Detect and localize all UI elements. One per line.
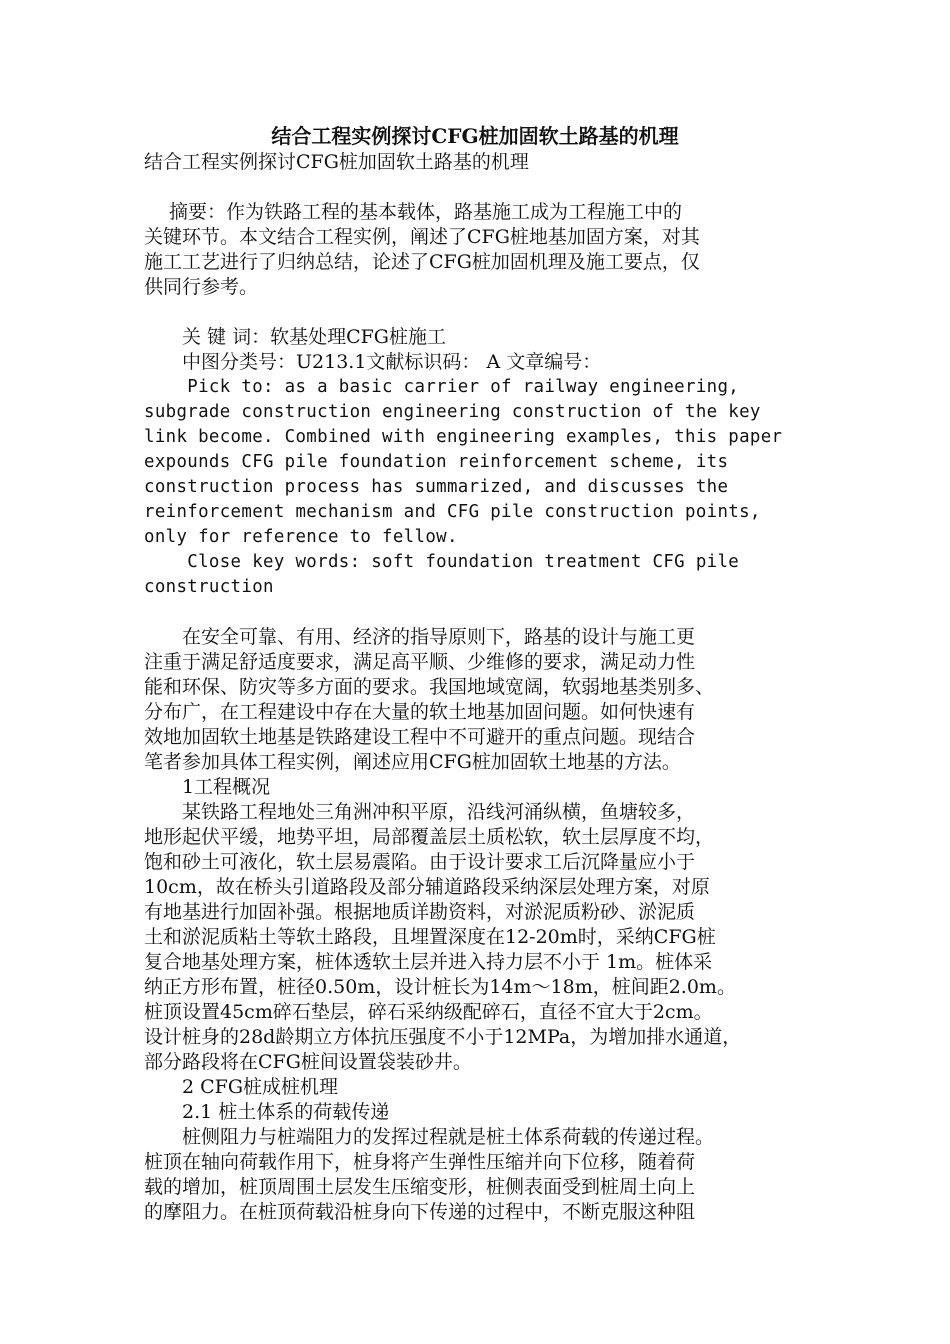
keywords-line: 关 键 词：软基处理CFG桩施工 [144,326,446,348]
text-line: 设计桩身的28d龄期立方体抗压强度不小于12MPa，为增加排水通道， [144,1026,742,1048]
text-line: construction process has summarized, and discusses the [144,477,729,497]
abstract-paragraph [144,200,824,300]
text-line: Close key words: soft foundation treatment CFG pile [144,552,740,572]
text-line: 的摩阻力。在桩顶荷载沿桩身向下传递的过程中，不断克服这种阻 [144,1201,696,1223]
document-subtitle: 结合工程实例探讨CFG桩加固软土路基的机理 [144,151,529,173]
text-line: 在安全可靠、有用、经济的指导原则下，路基的设计与施工更 [144,626,696,648]
text-line: 载的增加，桩顶周围土层发生压缩变形，桩侧表面受到桩周土向上 [144,1176,696,1198]
subsection-heading: 2.1 桩土体系的荷载传递 [144,1101,390,1123]
text-line: 注重于满足舒适度要求，满足高平顺、少维修的要求，满足动力性 [144,651,696,673]
text-line: only for reference to fellow. [144,527,458,547]
text-line: 桩侧阻力与桩端阻力的发挥过程就是桩土体系荷载的传递过程。 [144,1126,715,1148]
spacer [144,175,824,200]
text-line: link become. Combined with engineering examples, this paper [144,427,783,447]
text-line: 某铁路工程地处三角洲冲积平原，沿线河涌纵横，鱼塘较多， [144,801,696,823]
spacer [144,300,824,325]
text-line: 能和环保、防灾等多方面的要求。我国地域宽阔，软弱地基类别多、 [144,676,715,698]
classification-line: 中图分类号：U213.1文献标识码： A 文章编号： [144,351,602,373]
section-heading: 1工程概况 [144,776,271,798]
text-line: subgrade construction engineering construction of the key [144,402,761,422]
text-line: expounds CFG pile foundation reinforcement scheme, its [144,452,729,472]
text-line: reinforcement mechanism and CFG pile construction points, [144,502,761,522]
section21-paragraph [144,1125,824,1225]
text-line: 桩顶设置45cm碎石垫层，碎石采纳级配碎石，直径不宜大于2cm。 [144,1001,713,1023]
text-line: 供同行参考。 [144,276,259,298]
english-abstract [144,375,824,600]
text-line: 桩顶在轴向荷载作用下，桩身将产生弹性压缩并向下位移，随着荷 [144,1151,696,1173]
text-line: 摘要：作为铁路工程的基本载体，路基施工成为工程施工中的 [144,201,683,223]
document-title: 结合工程实例探讨CFG桩加固软土路基的机理 [271,124,679,148]
text-line: 效地加固软土地基是铁路建设工程中不可避开的重点问题。现结合 [144,726,696,748]
text-line: construction [144,577,274,597]
text-line: 纳正方形布置，桩径0.50m，设计桩长为14m～18m，桩间距2.0m。 [144,976,736,998]
document-body [144,150,824,1225]
text-line: 土和淤泥质粘土等软土路段，且埋置深度在12-20m时，采纳CFG桩 [144,926,716,948]
text-line: 施工工艺进行了归纳总结，论述了CFG桩加固机理及施工要点，仅 [144,251,700,273]
text-line: Pick to: as a basic carrier of railway engineering, [144,377,740,397]
text-line: 复合地基处理方案，桩体透软土层并进入持力层不小于 1m。桩体采 [144,951,713,973]
text-line: 部分路段将在CFG桩间设置袋装砂井。 [144,1051,472,1073]
intro-paragraph [144,625,824,775]
section-heading: 2 CFG桩成桩机理 [144,1076,339,1098]
text-line: 饱和砂土可液化，软土层易震陷。由于设计要求工后沉降量应小于 [144,851,696,873]
text-line: 10cm，故在桥头引道路段及部分辅道路段采纳深层处理方案，对原 [144,876,710,898]
text-line: 地形起伏平缓，地势平坦，局部覆盖层土质松软，软土层厚度不均， [144,826,715,848]
text-line: 有地基进行加固补强。根据地质详勘资料，对淤泥质粉砂、淤泥质 [144,901,696,923]
text-line: 笔者参加具体工程实例，阐述应用CFG桩加固软土地基的方法。 [144,751,681,773]
spacer [144,600,824,625]
section1-paragraph [144,800,824,1075]
text-line: 关键环节。本文结合工程实例，阐述了CFG桩地基加固方案，对其 [144,226,700,248]
text-line: 分布广，在工程建设中存在大量的软土地基加固问题。如何快速有 [144,701,696,723]
